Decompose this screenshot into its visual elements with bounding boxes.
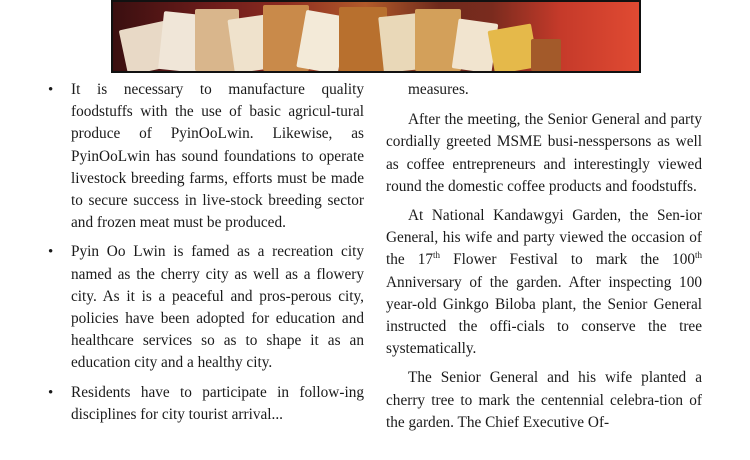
- list-item-text: It is necessary to manufacture quality foodstuffs with the use of basic agricul-tural produce of PyinOoLwin. Likewise, as PyinOoLwin has sound foundations to operate livestock breeding farms, efforts must be made to secure success in live-stock breeding sector and frozen meat must be produced.: [71, 81, 364, 232]
- paragraph: The Senior General and his wife planted a cherry tree to mark the centennial celebra-tion of the garden. The Chief Executive Of-: [386, 369, 702, 431]
- photo-package: [531, 39, 561, 71]
- paragraph: After the meeting, the Senior General and party cordially greeted MSME busi-nesspersons as well as coffee entrepreneurs and interestingly viewed round the domestic coffee products and foodstuffs.: [386, 111, 702, 195]
- left-column: [48, 79, 364, 433]
- list-item-text: Pyin Oo Lwin is famed as a recreation city named as the cherry city as well as a flowery city. As it is a peaceful and pros-perous city, policies have been adopted for education and healthcare services so as to shape it as an education city and a healthy city.: [71, 243, 364, 372]
- bullet-icon: •: [48, 82, 54, 98]
- bullet-list: [48, 79, 364, 426]
- continuation-text: measures.: [408, 81, 469, 98]
- paragraph: At National Kandawgyi Garden, the Sen-ior General, his wife and party viewed the occasion of the 17th Flower Festival to mark the 100th Anniversary of the garden. After inspecting 100 year-old Ginkgo Biloba plant, the Senior General instructed the offi-cials to conserve the tree systematically.: [386, 207, 703, 358]
- coffee-products-photo: [111, 0, 641, 73]
- bullet-icon: •: [48, 384, 54, 401]
- list-item: [48, 241, 364, 374]
- right-column: [386, 79, 702, 441]
- list-item: [48, 382, 364, 426]
- bullet-icon: •: [48, 244, 54, 261]
- list-item-text: Residents have to participate in follow-ing disciplines for city tourist arrival...: [71, 383, 364, 423]
- list-item: [48, 79, 364, 234]
